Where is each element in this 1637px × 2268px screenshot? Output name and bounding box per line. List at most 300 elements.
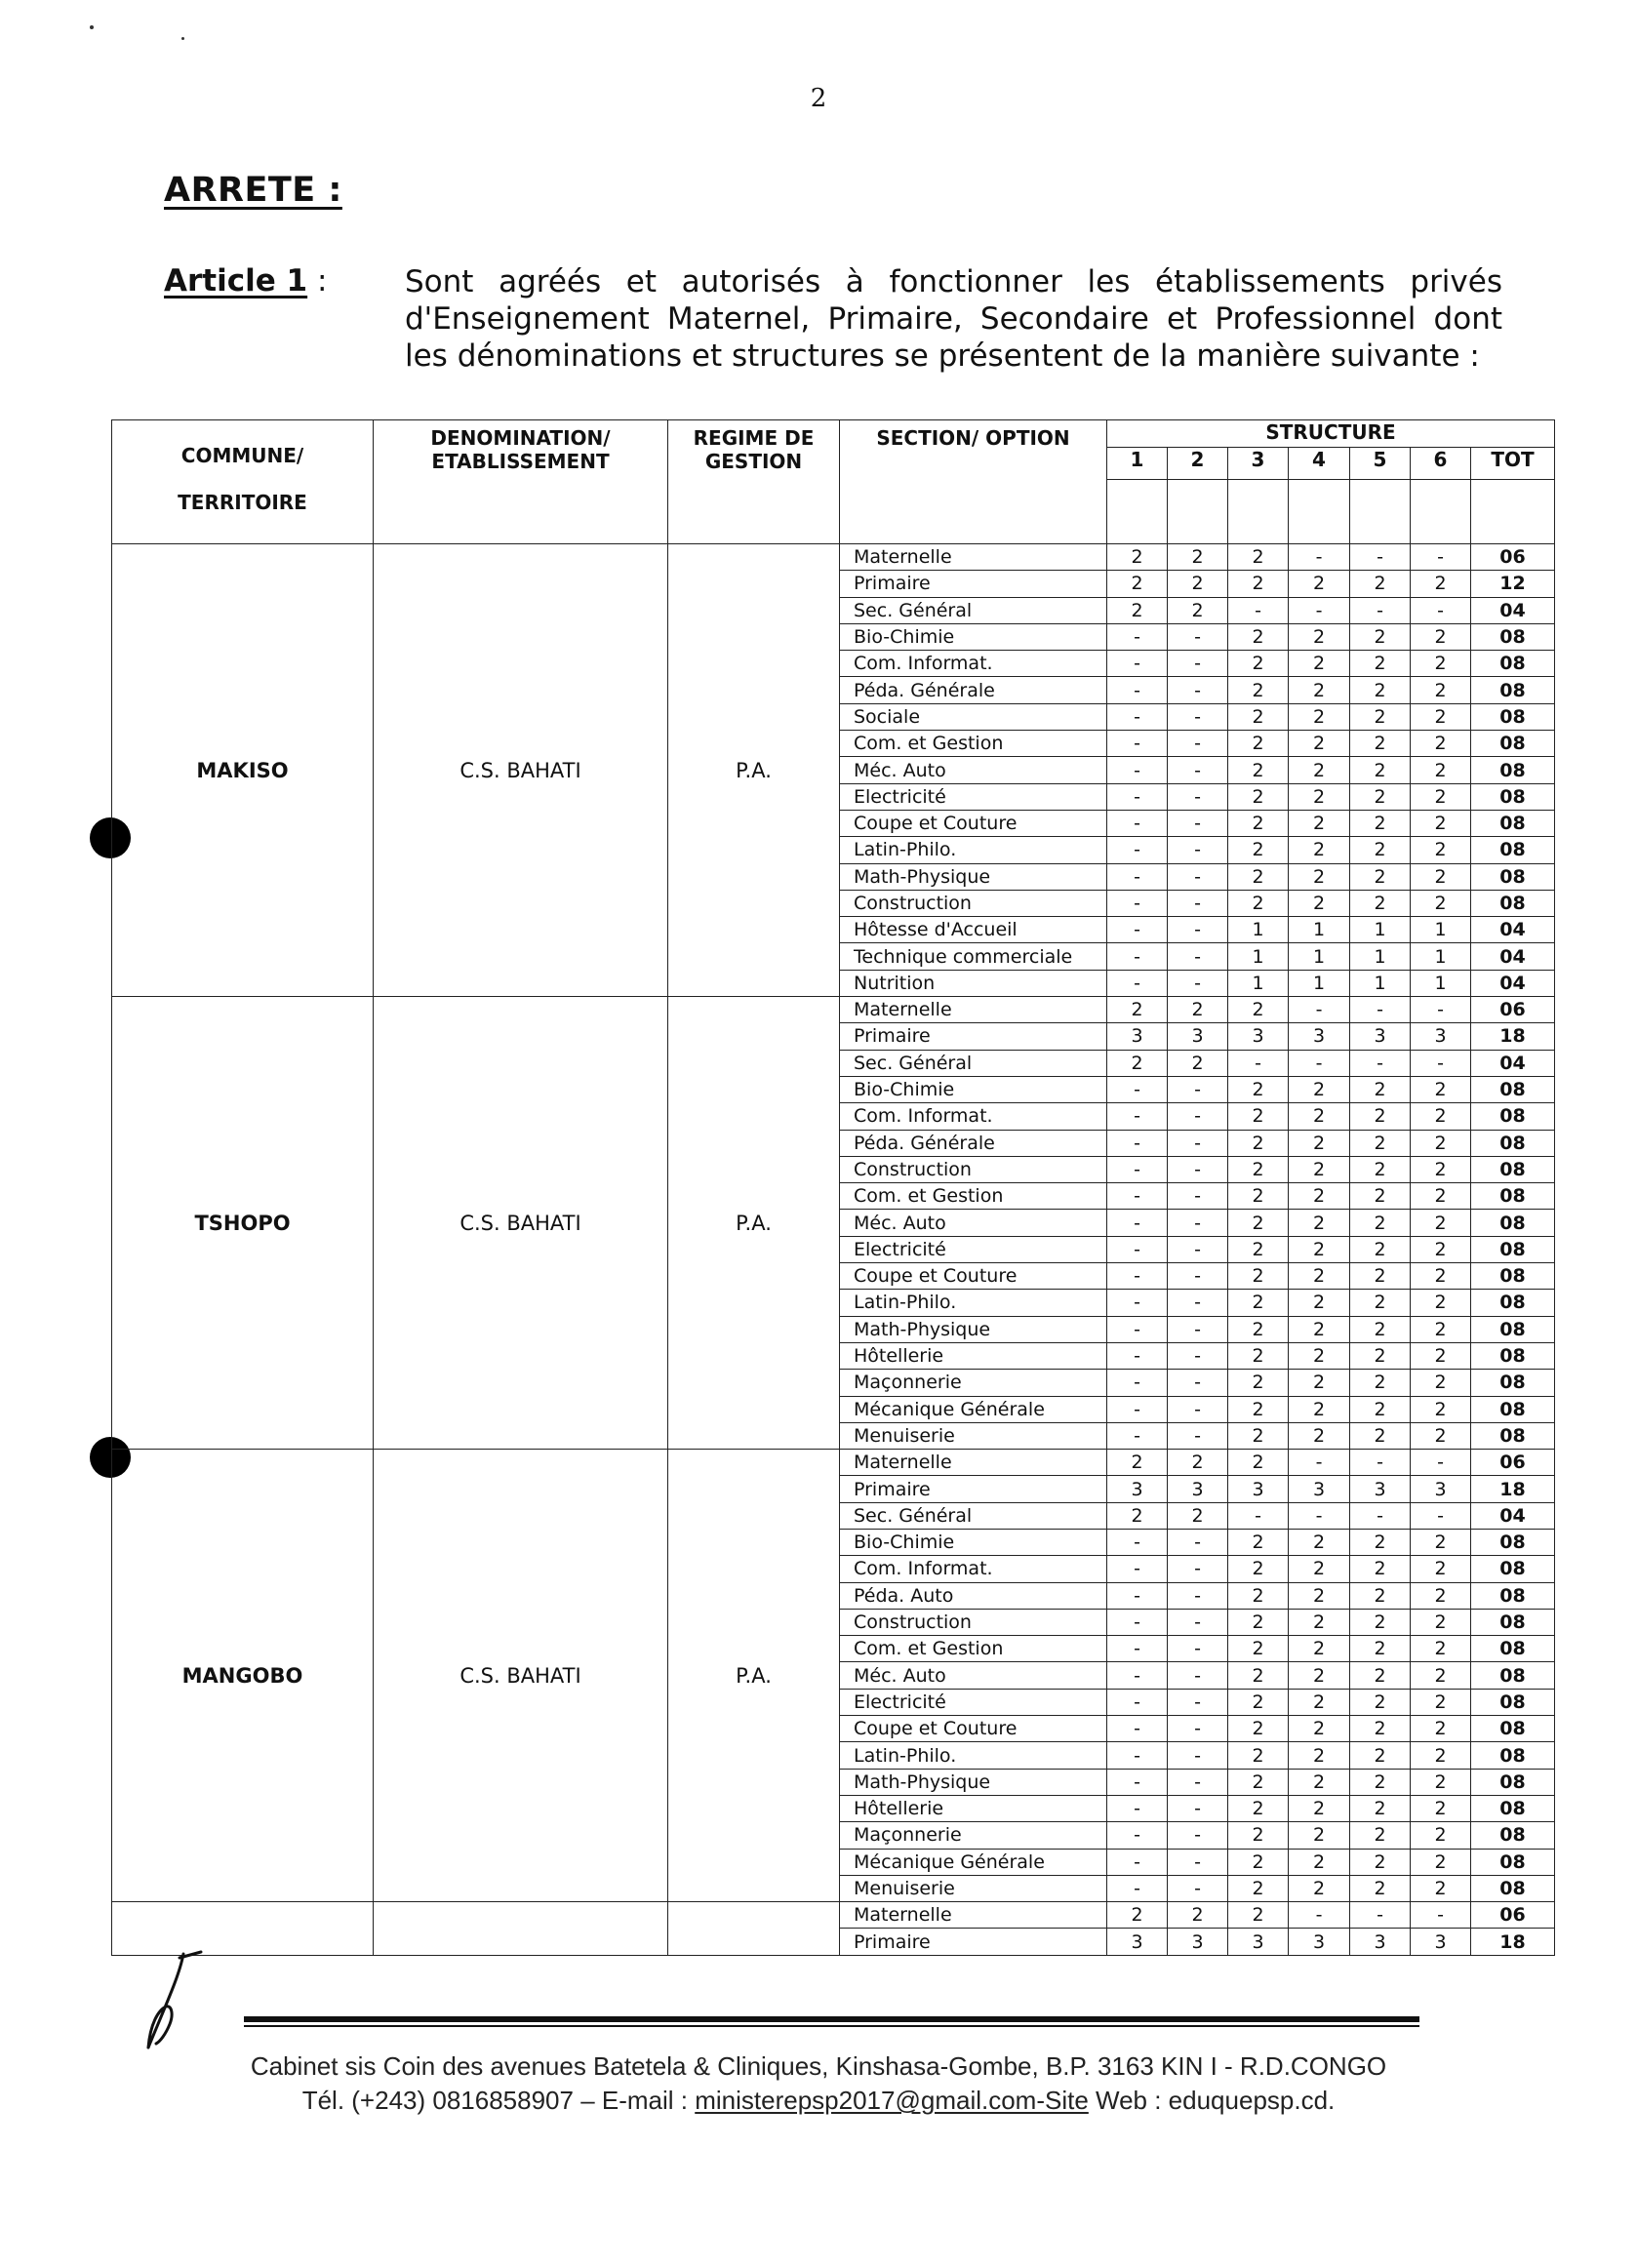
structure-count-cell: 3 bbox=[1168, 1023, 1228, 1050]
section-option-cell: Maternelle bbox=[840, 1450, 1107, 1476]
structure-count-cell: 2 bbox=[1350, 1103, 1411, 1130]
total-cell: 08 bbox=[1471, 1183, 1555, 1210]
structure-count-cell: - bbox=[1168, 1210, 1228, 1236]
structure-count-cell: 2 bbox=[1228, 1450, 1289, 1476]
total-cell: 18 bbox=[1471, 1476, 1555, 1502]
structure-count-cell: 2 bbox=[1228, 1795, 1289, 1821]
structure-count-cell: 3 bbox=[1168, 1476, 1228, 1502]
header-col-5: 5 bbox=[1350, 448, 1411, 480]
total-cell: 08 bbox=[1471, 1396, 1555, 1422]
structure-count-cell: 2 bbox=[1228, 651, 1289, 677]
article-text: Sont agréés et autorisés à fonctionner les établissements privés d'Enseignement Maternel, Primaire, Secondaire et Professionnel dont les dénominations et structures se présentent de la manière suivante : bbox=[405, 264, 1502, 374]
structure-count-cell: - bbox=[1107, 810, 1168, 836]
structure-count-cell: - bbox=[1168, 1342, 1228, 1369]
structure-count-cell: 2 bbox=[1289, 1849, 1350, 1875]
total-cell: 08 bbox=[1471, 1636, 1555, 1662]
structure-count-cell: 2 bbox=[1289, 571, 1350, 597]
structure-count-cell: 2 bbox=[1228, 1236, 1289, 1262]
structure-count-cell: 1 bbox=[1228, 970, 1289, 996]
article-label bbox=[164, 263, 327, 298]
structure-count-cell: 2 bbox=[1411, 757, 1471, 783]
section-option-cell: Maçonnerie bbox=[840, 1370, 1107, 1396]
total-cell: 08 bbox=[1471, 677, 1555, 703]
structure-count-cell: - bbox=[1107, 703, 1168, 730]
structure-count-cell: 2 bbox=[1107, 1502, 1168, 1529]
section-option-cell: Maternelle bbox=[840, 544, 1107, 571]
structure-count-cell: - bbox=[1168, 757, 1228, 783]
structure-count-cell: 2 bbox=[1228, 1849, 1289, 1875]
structure-count-cell: 2 bbox=[1411, 651, 1471, 677]
structure-count-cell: - bbox=[1107, 890, 1168, 916]
section-option-cell: Com. Informat. bbox=[840, 1556, 1107, 1582]
structure-count-cell: - bbox=[1107, 651, 1168, 677]
structure-count-cell: - bbox=[1350, 1902, 1411, 1929]
structure-count-cell: 2 bbox=[1168, 1450, 1228, 1476]
header-structure: STRUCTURE bbox=[1107, 420, 1555, 448]
total-cell: 08 bbox=[1471, 1529, 1555, 1555]
structure-count-cell: 2 bbox=[1289, 1795, 1350, 1821]
structure-count-cell: - bbox=[1168, 1156, 1228, 1182]
section-option-cell: Péda. Auto bbox=[840, 1582, 1107, 1609]
section-option-cell: Construction bbox=[840, 1609, 1107, 1635]
structure-count-cell: - bbox=[1107, 1316, 1168, 1342]
structure-count-cell: 2 bbox=[1168, 1902, 1228, 1929]
structure-count-cell: - bbox=[1289, 1502, 1350, 1529]
structure-count-cell: 2 bbox=[1168, 571, 1228, 597]
structure-count-cell: - bbox=[1168, 1769, 1228, 1795]
structure-count-cell: 2 bbox=[1350, 1556, 1411, 1582]
structure-count-cell: 2 bbox=[1411, 1529, 1471, 1555]
structure-count-cell: - bbox=[1107, 1130, 1168, 1156]
footer-website: Web : eduquepsp.cd. bbox=[1088, 2086, 1336, 2115]
structure-count-cell: - bbox=[1107, 1263, 1168, 1290]
section-option-cell: Primaire bbox=[840, 571, 1107, 597]
section-option-cell: Nutrition bbox=[840, 970, 1107, 996]
structure-count-cell: - bbox=[1168, 810, 1228, 836]
header-blank-cell bbox=[1107, 479, 1168, 543]
section-option-cell: Hôtellerie bbox=[840, 1342, 1107, 1369]
total-cell: 08 bbox=[1471, 1609, 1555, 1635]
structure-count-cell: 2 bbox=[1289, 1582, 1350, 1609]
structure-count-cell: 1 bbox=[1228, 943, 1289, 970]
structure-count-cell: 2 bbox=[1411, 1689, 1471, 1715]
table-row bbox=[112, 1902, 1555, 1929]
structure-count-cell: - bbox=[1168, 1316, 1228, 1342]
total-cell: 08 bbox=[1471, 1769, 1555, 1795]
structure-count-cell: 2 bbox=[1228, 1902, 1289, 1929]
structure-count-cell: - bbox=[1107, 1342, 1168, 1369]
structure-count-cell: 2 bbox=[1411, 1849, 1471, 1875]
header-blank-cell bbox=[1411, 479, 1471, 543]
structure-count-cell: 2 bbox=[1411, 1609, 1471, 1635]
commune-cell: MANGOBO bbox=[112, 1450, 374, 1902]
etablissement-cell: C.S. BAHATI bbox=[374, 1450, 668, 1902]
structure-count-cell: - bbox=[1350, 597, 1411, 623]
structure-count-cell: 2 bbox=[1228, 544, 1289, 571]
structure-count-cell: - bbox=[1411, 597, 1471, 623]
structure-count-cell: 1 bbox=[1228, 917, 1289, 943]
structure-count-cell: - bbox=[1107, 1742, 1168, 1769]
structure-count-cell: 2 bbox=[1228, 997, 1289, 1023]
structure-count-cell: 2 bbox=[1107, 597, 1168, 623]
structure-count-cell: - bbox=[1107, 1183, 1168, 1210]
total-cell: 08 bbox=[1471, 1716, 1555, 1742]
structure-count-cell: 2 bbox=[1228, 1422, 1289, 1449]
footer-phone: Tél. (+243) 0816858907 – E-mail : bbox=[301, 2086, 696, 2115]
structure-count-cell: - bbox=[1168, 731, 1228, 757]
structure-count-cell: - bbox=[1350, 1050, 1411, 1076]
structure-count-cell: - bbox=[1107, 863, 1168, 890]
structure-count-cell: 2 bbox=[1228, 1716, 1289, 1742]
structure-count-cell: 2 bbox=[1107, 1050, 1168, 1076]
structure-count-cell: 2 bbox=[1350, 1130, 1411, 1156]
structure-count-cell: 3 bbox=[1289, 1929, 1350, 1955]
total-cell: 08 bbox=[1471, 1076, 1555, 1102]
structure-count-cell: 2 bbox=[1350, 1422, 1411, 1449]
structure-count-cell: 2 bbox=[1289, 1556, 1350, 1582]
structure-count-cell: 2 bbox=[1289, 890, 1350, 916]
footer-rule-thick bbox=[244, 2016, 1419, 2022]
structure-count-cell: 2 bbox=[1228, 1183, 1289, 1210]
structure-count-cell: - bbox=[1289, 597, 1350, 623]
structure-count-cell: 2 bbox=[1411, 1716, 1471, 1742]
section-option-cell: Com. et Gestion bbox=[840, 1636, 1107, 1662]
table-body bbox=[112, 544, 1555, 1956]
structure-count-cell: 2 bbox=[1289, 1290, 1350, 1316]
section-option-cell: Math-Physique bbox=[840, 1316, 1107, 1342]
section-option-cell: Méc. Auto bbox=[840, 1662, 1107, 1689]
structure-count-cell: 3 bbox=[1350, 1929, 1411, 1955]
structure-count-cell: 2 bbox=[1289, 1662, 1350, 1689]
structure-count-cell: 2 bbox=[1350, 783, 1411, 810]
structure-count-cell: 2 bbox=[1228, 623, 1289, 650]
structure-count-cell: - bbox=[1168, 863, 1228, 890]
structure-count-cell: 2 bbox=[1350, 1156, 1411, 1182]
structure-count-cell: 2 bbox=[1228, 810, 1289, 836]
structure-count-cell: 2 bbox=[1289, 677, 1350, 703]
header-regime: REGIME DE GESTION bbox=[668, 420, 840, 544]
etablissement-cell bbox=[374, 1902, 668, 1956]
section-option-cell: Primaire bbox=[840, 1476, 1107, 1502]
structure-count-cell: 2 bbox=[1289, 1370, 1350, 1396]
article-colon: : bbox=[307, 263, 328, 298]
structure-count-cell: - bbox=[1168, 783, 1228, 810]
structure-count-cell: 3 bbox=[1411, 1023, 1471, 1050]
structure-count-cell: - bbox=[1168, 651, 1228, 677]
total-cell: 04 bbox=[1471, 943, 1555, 970]
structure-count-cell: 2 bbox=[1228, 1316, 1289, 1342]
structure-count-cell: 1 bbox=[1289, 970, 1350, 996]
structure-count-cell: 1 bbox=[1350, 970, 1411, 996]
section-option-cell: Construction bbox=[840, 1156, 1107, 1182]
section-option-cell: Latin-Philo. bbox=[840, 1290, 1107, 1316]
structure-count-cell: - bbox=[1168, 1236, 1228, 1262]
structure-count-cell: - bbox=[1107, 1769, 1168, 1795]
structure-count-cell: - bbox=[1350, 1450, 1411, 1476]
structure-count-cell: 2 bbox=[1411, 1290, 1471, 1316]
structure-count-cell: - bbox=[1168, 703, 1228, 730]
structure-count-cell: 2 bbox=[1350, 1316, 1411, 1342]
structure-count-cell: 2 bbox=[1228, 1609, 1289, 1635]
structure-count-cell: 2 bbox=[1289, 623, 1350, 650]
structure-count-cell: 2 bbox=[1411, 1236, 1471, 1262]
structure-count-cell: 2 bbox=[1228, 1662, 1289, 1689]
structure-count-cell: - bbox=[1107, 1609, 1168, 1635]
structure-count-cell: 2 bbox=[1411, 677, 1471, 703]
total-cell: 04 bbox=[1471, 970, 1555, 996]
section-option-cell: Mécanique Générale bbox=[840, 1849, 1107, 1875]
structure-count-cell: - bbox=[1168, 677, 1228, 703]
structure-count-cell: - bbox=[1107, 1156, 1168, 1182]
structure-count-cell: 2 bbox=[1289, 1076, 1350, 1102]
structure-count-cell: - bbox=[1107, 970, 1168, 996]
structure-count-cell: - bbox=[1411, 997, 1471, 1023]
structure-count-cell: - bbox=[1107, 1689, 1168, 1715]
section-option-cell: Sec. Général bbox=[840, 1050, 1107, 1076]
structure-count-cell: 2 bbox=[1350, 1636, 1411, 1662]
section-option-cell: Construction bbox=[840, 890, 1107, 916]
structure-count-cell: 2 bbox=[1289, 1263, 1350, 1290]
total-cell: 08 bbox=[1471, 651, 1555, 677]
structure-count-cell: - bbox=[1107, 1103, 1168, 1130]
establishments-table-wrapper bbox=[111, 419, 1555, 1956]
structure-count-cell: 2 bbox=[1228, 1076, 1289, 1102]
structure-count-cell: - bbox=[1107, 1236, 1168, 1262]
structure-count-cell: - bbox=[1107, 1875, 1168, 1901]
structure-count-cell: 2 bbox=[1107, 544, 1168, 571]
structure-count-cell: 2 bbox=[1168, 597, 1228, 623]
total-cell: 08 bbox=[1471, 703, 1555, 730]
section-option-cell: Com. et Gestion bbox=[840, 731, 1107, 757]
structure-count-cell: 2 bbox=[1350, 1582, 1411, 1609]
structure-count-cell: - bbox=[1168, 1662, 1228, 1689]
total-cell: 08 bbox=[1471, 1210, 1555, 1236]
structure-count-cell: - bbox=[1168, 970, 1228, 996]
structure-count-cell: 2 bbox=[1289, 1316, 1350, 1342]
structure-count-cell: 2 bbox=[1228, 1210, 1289, 1236]
structure-count-cell: 2 bbox=[1350, 1662, 1411, 1689]
structure-count-cell: 2 bbox=[1411, 731, 1471, 757]
structure-count-cell: 3 bbox=[1350, 1023, 1411, 1050]
total-cell: 18 bbox=[1471, 1929, 1555, 1955]
structure-count-cell: 2 bbox=[1350, 1822, 1411, 1849]
structure-count-cell: 2 bbox=[1168, 544, 1228, 571]
structure-count-cell: 2 bbox=[1411, 1103, 1471, 1130]
structure-count-cell: 2 bbox=[1350, 810, 1411, 836]
footer-email-link[interactable]: ministerepsp2017@gmail.com-Site bbox=[695, 2086, 1089, 2115]
structure-count-cell: 2 bbox=[1228, 731, 1289, 757]
structure-count-cell: 2 bbox=[1411, 1076, 1471, 1102]
section-option-cell: Coupe et Couture bbox=[840, 810, 1107, 836]
section-option-cell: Sec. Général bbox=[840, 597, 1107, 623]
structure-count-cell: 3 bbox=[1411, 1929, 1471, 1955]
section-option-cell: Com. et Gestion bbox=[840, 1183, 1107, 1210]
total-cell: 08 bbox=[1471, 837, 1555, 863]
total-cell: 08 bbox=[1471, 1849, 1555, 1875]
table-row bbox=[112, 1450, 1555, 1476]
structure-count-cell: 3 bbox=[1228, 1023, 1289, 1050]
section-option-cell: Bio-Chimie bbox=[840, 623, 1107, 650]
header-col-2: 2 bbox=[1168, 448, 1228, 480]
structure-count-cell: - bbox=[1168, 1422, 1228, 1449]
header-blank-cell bbox=[1168, 479, 1228, 543]
footer-address: Cabinet sis Coin des avenues Batetela & Cliniques, Kinshasa-Gombe, B.P. 3163 KIN I - R.D.CONGO bbox=[250, 2051, 1387, 2081]
structure-count-cell: 2 bbox=[1228, 1742, 1289, 1769]
header-blank-cell bbox=[1228, 479, 1289, 543]
structure-count-cell: 3 bbox=[1107, 1476, 1168, 1502]
section-option-cell: Coupe et Couture bbox=[840, 1716, 1107, 1742]
structure-count-cell: 2 bbox=[1411, 1263, 1471, 1290]
structure-count-cell: 2 bbox=[1289, 1236, 1350, 1262]
section-option-cell: Technique commerciale bbox=[840, 943, 1107, 970]
structure-count-cell: 2 bbox=[1228, 1875, 1289, 1901]
structure-count-cell: 2 bbox=[1411, 1769, 1471, 1795]
structure-count-cell: 2 bbox=[1228, 1529, 1289, 1555]
structure-count-cell: 2 bbox=[1350, 1342, 1411, 1369]
structure-count-cell: 2 bbox=[1228, 1103, 1289, 1130]
table-row bbox=[112, 544, 1555, 571]
structure-count-cell: - bbox=[1168, 1609, 1228, 1635]
total-cell: 08 bbox=[1471, 757, 1555, 783]
structure-count-cell: 2 bbox=[1228, 1263, 1289, 1290]
structure-count-cell: 1 bbox=[1411, 917, 1471, 943]
structure-count-cell: 2 bbox=[1289, 757, 1350, 783]
header-commune-line2: TERRITOIRE bbox=[178, 491, 307, 514]
structure-count-cell: - bbox=[1289, 1450, 1350, 1476]
structure-count-cell: 2 bbox=[1228, 890, 1289, 916]
total-cell: 18 bbox=[1471, 1023, 1555, 1050]
structure-count-cell: - bbox=[1411, 1502, 1471, 1529]
structure-count-cell: - bbox=[1168, 1263, 1228, 1290]
structure-count-cell: 2 bbox=[1350, 1183, 1411, 1210]
structure-count-cell: - bbox=[1107, 837, 1168, 863]
structure-count-cell: - bbox=[1168, 1636, 1228, 1662]
structure-count-cell: 3 bbox=[1289, 1023, 1350, 1050]
decree-heading: ARRETE : bbox=[164, 171, 342, 210]
structure-count-cell: 2 bbox=[1168, 997, 1228, 1023]
header-blank-cell bbox=[1289, 479, 1350, 543]
structure-count-cell: 3 bbox=[1107, 1023, 1168, 1050]
structure-count-cell: - bbox=[1168, 1370, 1228, 1396]
structure-count-cell: - bbox=[1107, 623, 1168, 650]
structure-count-cell: - bbox=[1411, 1450, 1471, 1476]
structure-count-cell: 2 bbox=[1228, 757, 1289, 783]
structure-count-cell: 1 bbox=[1289, 943, 1350, 970]
regime-cell: P.A. bbox=[668, 544, 840, 997]
structure-count-cell: 3 bbox=[1350, 1476, 1411, 1502]
structure-count-cell: 2 bbox=[1350, 1689, 1411, 1715]
section-option-cell: Menuiserie bbox=[840, 1422, 1107, 1449]
structure-count-cell: 2 bbox=[1289, 1822, 1350, 1849]
total-cell: 08 bbox=[1471, 863, 1555, 890]
structure-count-cell: - bbox=[1411, 544, 1471, 571]
structure-count-cell: 2 bbox=[1411, 1130, 1471, 1156]
structure-count-cell: - bbox=[1168, 1396, 1228, 1422]
structure-count-cell: - bbox=[1107, 1662, 1168, 1689]
structure-count-cell: 2 bbox=[1411, 810, 1471, 836]
structure-count-cell: 2 bbox=[1411, 1582, 1471, 1609]
total-cell: 04 bbox=[1471, 1502, 1555, 1529]
structure-count-cell: 2 bbox=[1228, 1290, 1289, 1316]
total-cell: 08 bbox=[1471, 1236, 1555, 1262]
section-option-cell: Menuiserie bbox=[840, 1875, 1107, 1901]
header-blank-cell bbox=[1350, 479, 1411, 543]
structure-count-cell: 2 bbox=[1228, 783, 1289, 810]
structure-count-cell: - bbox=[1168, 1742, 1228, 1769]
structure-count-cell: - bbox=[1350, 1502, 1411, 1529]
section-option-cell: Com. Informat. bbox=[840, 1103, 1107, 1130]
structure-count-cell: 2 bbox=[1289, 1689, 1350, 1715]
total-cell: 08 bbox=[1471, 1156, 1555, 1182]
total-cell: 08 bbox=[1471, 623, 1555, 650]
structure-count-cell: 2 bbox=[1289, 1422, 1350, 1449]
structure-count-cell: 2 bbox=[1289, 731, 1350, 757]
section-option-cell: Méc. Auto bbox=[840, 1210, 1107, 1236]
structure-count-cell: 2 bbox=[1228, 1636, 1289, 1662]
commune-cell: TSHOPO bbox=[112, 997, 374, 1450]
structure-count-cell: - bbox=[1168, 1529, 1228, 1555]
structure-count-cell: 2 bbox=[1168, 1050, 1228, 1076]
structure-count-cell: 2 bbox=[1168, 1502, 1228, 1529]
structure-count-cell: 2 bbox=[1350, 1742, 1411, 1769]
etablissement-cell: C.S. BAHATI bbox=[374, 544, 668, 997]
structure-count-cell: 2 bbox=[1411, 1183, 1471, 1210]
structure-count-cell: 2 bbox=[1289, 651, 1350, 677]
structure-count-cell: 2 bbox=[1350, 1290, 1411, 1316]
structure-count-cell: - bbox=[1168, 1849, 1228, 1875]
header-col-3: 3 bbox=[1228, 448, 1289, 480]
section-option-cell: Hôtesse d'Accueil bbox=[840, 917, 1107, 943]
structure-count-cell: 2 bbox=[1289, 1156, 1350, 1182]
total-cell: 06 bbox=[1471, 997, 1555, 1023]
structure-count-cell: - bbox=[1107, 783, 1168, 810]
structure-count-cell: 2 bbox=[1228, 1556, 1289, 1582]
header-section: SECTION/ OPTION bbox=[840, 420, 1107, 544]
structure-count-cell: - bbox=[1289, 544, 1350, 571]
structure-count-cell: 2 bbox=[1289, 703, 1350, 730]
structure-count-cell: - bbox=[1228, 1050, 1289, 1076]
structure-count-cell: 1 bbox=[1411, 943, 1471, 970]
total-cell: 08 bbox=[1471, 1342, 1555, 1369]
structure-count-cell: - bbox=[1289, 1050, 1350, 1076]
commune-cell: MAKISO bbox=[112, 544, 374, 997]
structure-count-cell: - bbox=[1107, 1396, 1168, 1422]
structure-count-cell: 2 bbox=[1411, 571, 1471, 597]
structure-count-cell: 2 bbox=[1350, 863, 1411, 890]
structure-count-cell: 2 bbox=[1228, 1769, 1289, 1795]
total-cell: 08 bbox=[1471, 1130, 1555, 1156]
structure-count-cell: 1 bbox=[1411, 970, 1471, 996]
structure-count-cell: 2 bbox=[1228, 1156, 1289, 1182]
structure-count-cell: 2 bbox=[1350, 651, 1411, 677]
total-cell: 08 bbox=[1471, 1689, 1555, 1715]
article-number: Article 1 bbox=[164, 263, 308, 298]
structure-count-cell: - bbox=[1168, 1689, 1228, 1715]
structure-count-cell: 2 bbox=[1411, 1210, 1471, 1236]
structure-count-cell: - bbox=[1168, 837, 1228, 863]
structure-count-cell: - bbox=[1107, 1556, 1168, 1582]
structure-count-cell: 2 bbox=[1350, 1849, 1411, 1875]
structure-count-cell: - bbox=[1289, 1902, 1350, 1929]
structure-count-cell: 2 bbox=[1228, 1822, 1289, 1849]
structure-count-cell: 3 bbox=[1228, 1476, 1289, 1502]
structure-count-cell: - bbox=[1107, 1370, 1168, 1396]
structure-count-cell: 2 bbox=[1350, 571, 1411, 597]
structure-count-cell: - bbox=[1228, 597, 1289, 623]
structure-count-cell: 2 bbox=[1411, 1370, 1471, 1396]
structure-count-cell: 2 bbox=[1411, 890, 1471, 916]
structure-count-cell: - bbox=[1168, 1556, 1228, 1582]
